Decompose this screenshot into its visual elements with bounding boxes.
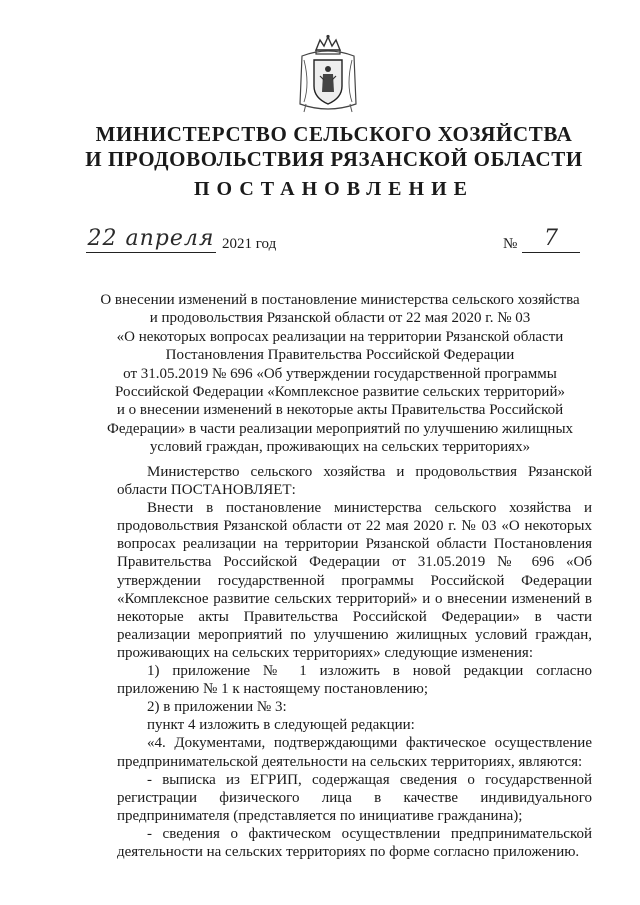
title-line: и о внесении изменений в некоторые акты Правительства Российской	[116, 402, 564, 419]
body-paragraph: Внести в постановление министерства сельского хозяйства и продовольствия Рязанской области от 22 мая 2020 г. № 03 «О некоторых вопросах реализации на территории Рязанской области Постановления Правительства Российской Федерации от 31.05.2019 № 696 «Об утверждении государственной программы Российской Федерации «Комплексное развитие сельских территорий» и о внесении изменений в некоторые акты Правительства Российской Федерации» в части реализации мероприятий по улучшению жилищных условий граждан, проживающих на сельских территориях» следующие изменения:	[117, 500, 592, 661]
body-paragraph: 1) приложение № 1 изложить в новой редакции согласно приложению № 1 к настоящему постановлению;	[117, 663, 592, 698]
title-line: О внесении изменений в постановление министерства сельского хозяйства	[100, 292, 580, 308]
title-line: условий граждан, проживающих на сельских территориях»	[149, 439, 531, 456]
document-title	[70, 291, 610, 457]
body-paragraph: Министерство сельского хозяйства и продовольствия Рязанской области ПОСТАНОВЛЯЕТ:	[117, 464, 592, 499]
body-paragraph: пункт 4 изложить в следующей редакции:	[147, 717, 415, 734]
title-line: Постановления Правительства Российской Федерации	[165, 347, 515, 364]
ministry-name-line2: И ПРОДОВОЛЬСТВИЯ РЯЗАНСКОЙ ОБЛАСТИ	[85, 147, 583, 171]
body-paragraph: - выписка из ЕГРИП, содержащая сведения о государственной регистрации физического лица в качестве индивидуального предпринимателя (представляется по инициативе гражданина);	[117, 771, 592, 824]
title-line: «О некоторых вопросах реализации на территории Рязанской области	[116, 328, 564, 345]
number-label: №	[503, 236, 518, 252]
body-paragraph: 2) в приложении № 3:	[147, 699, 287, 716]
body-paragraph: - сведения о фактическом осуществлении предпринимательской деятельности на сельских территориях по форме согласно приложению.	[117, 825, 592, 860]
year-label: 2021 год	[222, 236, 277, 252]
document-body	[117, 463, 592, 861]
coat-of-arms-icon	[296, 34, 360, 116]
document-type: ПОСТАНОВЛЕНИЕ	[194, 178, 474, 200]
title-line: и продовольствия Рязанской области от 22 мая 2020 г. № 03	[149, 310, 531, 327]
handwritten-date: 22 апреля	[87, 226, 215, 251]
handwritten-number: 7	[522, 226, 580, 253]
body-paragraph: «4. Документами, подтверждающими фактическое осуществление предпринимательской деятельности на сельских территориях, являются:	[117, 735, 592, 770]
title-line: Федерации» в части реализации мероприятий по улучшению жилищных	[106, 420, 574, 437]
ministry-name-line1: МИНИСТЕРСТВО СЕЛЬСКОГО ХОЗЯЙСТВА	[95, 122, 573, 146]
title-line: от 31.05.2019 № 696 «Об утверждении государственной программы	[123, 365, 557, 382]
title-line: Российской Федерации «Комплексное развитие сельских территорий»	[115, 384, 565, 401]
